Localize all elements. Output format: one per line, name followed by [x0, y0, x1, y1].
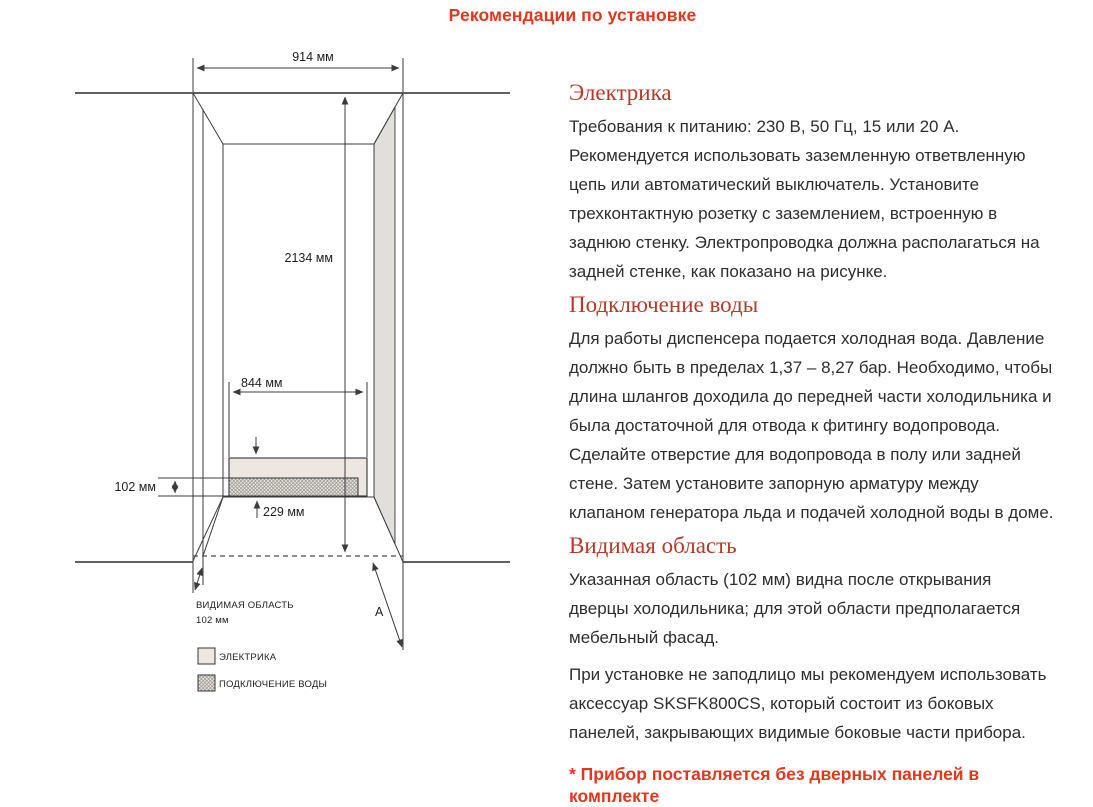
door-swing-dim: [373, 563, 402, 647]
niche-outline: [193, 93, 403, 650]
dim-229-label: 229 мм: [263, 505, 305, 519]
section-body-accessory: При установке не заподлицо мы рекомендуем использовать аксессуар SKSFK800CS, который состоит из боковых панелей, закрывающих видимые боковые части прибора.: [569, 665, 1047, 742]
footnote: * Прибор поставляется без дверных панелей в комплекте: [569, 764, 980, 806]
water-connection-zone: [229, 478, 358, 496]
dim-914-label: 914 мм: [292, 50, 334, 64]
section-heading-electrics: Электрика: [569, 80, 672, 105]
dim-2134-label: 2134 мм: [284, 251, 333, 265]
dim-102: [114, 478, 229, 496]
visible-area-caption-line2: 102 мм: [196, 615, 229, 626]
legend-water-swatch: [198, 675, 215, 691]
section-heading-water: Подключение воды: [569, 292, 759, 317]
content-column: [569, 80, 1055, 807]
side-panel-shaded: [374, 107, 395, 544]
section-body-electrics: Требования к питанию: 230 В, 50 Гц, 15 или 20 А. Рекомендуется использовать заземленную ответвленную цепь или автоматический выключатель. Установите трехконтактную розетку с заземлением, встроенную в заднюю стенку. Электропроводка должна располагаться на задней стенке, как показано на рисунке.: [569, 117, 1040, 281]
dim-229: [257, 501, 305, 519]
niche-drawing: [70, 40, 520, 750]
installation-diagram: [70, 40, 520, 750]
visible-area-caption-line1: ВИДИМАЯ ОБЛАСТЬ: [196, 600, 294, 611]
legend: [198, 648, 327, 691]
dim-844: [229, 376, 367, 457]
legend-electrics-label: ЭЛЕКТРИКА: [219, 652, 277, 663]
page-title: Рекомендации по установке: [448, 5, 697, 25]
dim-914: [193, 50, 403, 92]
section-body-visible-area: Указанная область (102 мм) видна после открывания дверцы холодильника; для этой области предполагается мебельный фасад.: [569, 570, 1021, 647]
legend-electrics-swatch: [198, 648, 215, 664]
door-swing-a-label: A: [375, 605, 384, 619]
section-body-water: Для работы диспенсера подается холодная вода. Давление должно быть в пределах 1,37 – 8,27 бар. Необходимо, чтобы длина шлангов доходила до передней части холодильника и была достаточной для отвода к фитингу водопровода. Сделайте отверстие для водопровода в полу или задней стене. Затем установите запорную арматуру между клапаном генератора льда и подачей холодной воды в доме.: [569, 329, 1054, 522]
section-heading-visible-area: Видимая область: [569, 533, 737, 558]
legend-water-label: ПОДКЛЮЧЕНИЕ ВОДЫ: [219, 679, 328, 690]
dim-102-label: 102 мм: [114, 480, 156, 494]
dim-844-label: 844 мм: [241, 376, 283, 390]
visible-area-callout: [195, 568, 294, 626]
